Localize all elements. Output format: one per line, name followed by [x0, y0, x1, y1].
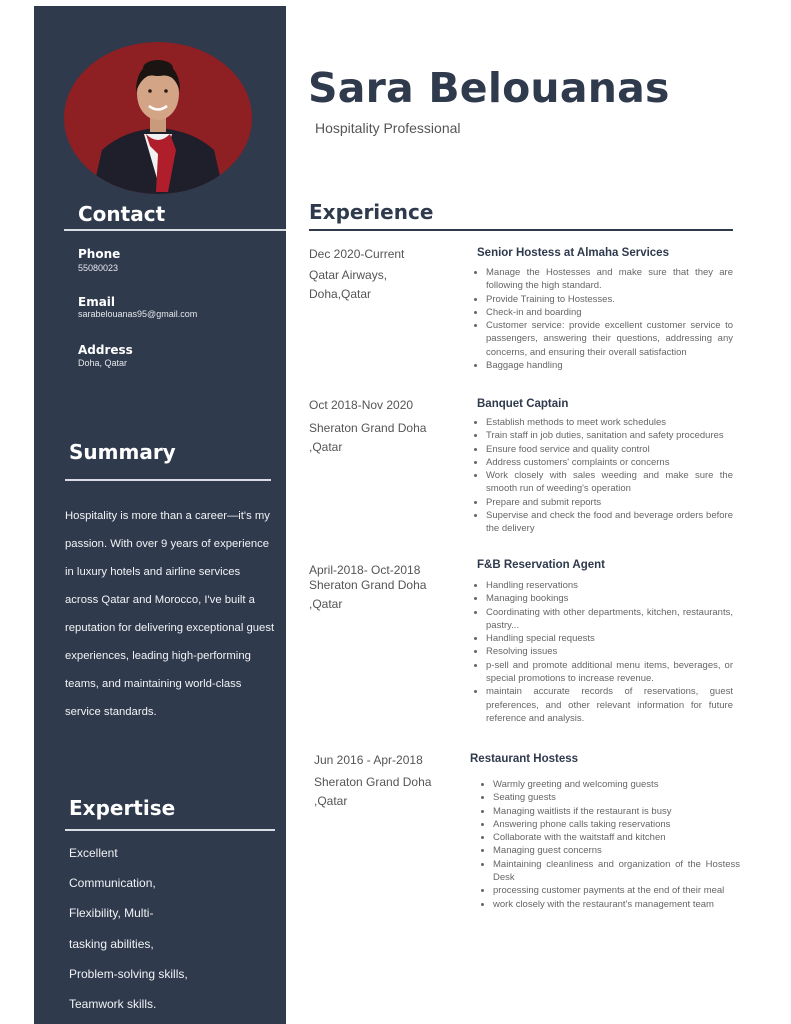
expertise-line: tasking abilities, — [69, 936, 154, 951]
duty-item: • Resolving issues — [486, 645, 733, 658]
job-date: Jun 2016 - Apr-2018 — [314, 753, 423, 767]
summary-heading: Summary — [69, 440, 176, 464]
expertise-line: Excellent — [69, 846, 118, 860]
job-employer: Qatar Airways, Doha,Qatar — [309, 268, 388, 301]
expertise-divider — [65, 829, 275, 831]
experience-heading: Experience — [309, 200, 434, 224]
duty-item: • p-sell and promote additional menu items, beverages, or special promotions to increase revenue. — [486, 659, 733, 686]
expertise-line: Communication, — [69, 876, 156, 891]
job-employer: Sheraton Grand Doha ,Qatar — [309, 578, 427, 611]
profile-photo — [64, 42, 252, 194]
phone-value: 55080023 — [78, 263, 119, 273]
duty-item: • Collaborate with the waitstaff and kitchen — [493, 831, 740, 844]
duty-item: • Seating guests — [493, 791, 740, 804]
duty-item: • Managing waitlists if the restaurant is busy — [493, 805, 740, 818]
phone-label: Phone — [78, 247, 121, 261]
job-date: April-2018- Oct-2018 — [309, 563, 421, 577]
sidebar — [34, 6, 286, 1024]
experience-divider — [309, 229, 733, 231]
job-employer: Sheraton Grand Doha ,Qatar — [314, 775, 432, 808]
duty-item: • maintain accurate records of reservations, guest preferences, and other relevant information for future reference and analysis. — [486, 685, 733, 725]
duty-item: • Baggage handling — [486, 359, 733, 372]
duty-item: • Handling special requests — [486, 632, 733, 645]
duty-item: • Managing bookings — [486, 592, 733, 605]
job-title: Banquet Captain — [477, 398, 569, 410]
job-employer: Sheraton Grand Doha ,Qatar — [309, 421, 427, 454]
duty-item: • Establish methods to meet work schedules — [486, 416, 733, 429]
address-value: Doha, Qatar — [78, 358, 128, 368]
duty-item: • Managing guest concerns — [493, 844, 740, 857]
duty-item: • Address customers' complaints or concerns — [486, 456, 733, 469]
job-duties — [472, 579, 733, 725]
expertise-line: Teamwork skills. — [69, 996, 157, 1011]
contact-heading: Contact — [78, 202, 166, 226]
job-title: F&B Reservation Agent — [477, 559, 606, 571]
address-label: Address — [78, 343, 133, 357]
duty-item: • Check-in and boarding — [486, 306, 733, 319]
summary-divider — [65, 479, 271, 481]
job-title: Restaurant Hostess — [470, 753, 579, 765]
duty-item: • Provide Training to Hostesses. — [486, 293, 733, 306]
duty-item: • work closely with the restaurant's management team — [493, 898, 740, 911]
expertise-line: Problem-solving skills, — [69, 966, 188, 981]
duty-item: • Answering phone calls taking reservations — [493, 818, 740, 831]
job-title: Senior Hostess at Almaha Services — [477, 247, 669, 259]
expertise-list — [69, 838, 269, 1019]
duty-item: • Customer service: provide excellent customer service to passengers, answering their questions, addressing any concerns, and ensuring their overall satisfaction — [486, 319, 733, 359]
duty-item: • Supervise and check the food and beverage orders before the delivery — [486, 509, 733, 536]
email-value: sarabelouanas95@gmail.com — [78, 309, 198, 319]
duty-item: • Warmly greeting and welcoming guests — [493, 778, 740, 791]
job-duties — [472, 416, 733, 536]
expertise-heading: Expertise — [69, 796, 176, 820]
duty-item: • Maintaining cleanliness and organization of the Hostess Desk — [493, 858, 740, 885]
duty-item: • processing customer payments at the end of their meal — [493, 884, 740, 897]
duty-item: • Handling reservations — [486, 579, 733, 592]
candidate-title: Hospitality Professional — [315, 120, 461, 136]
contact-divider — [64, 229, 286, 231]
email-label: Email — [78, 295, 116, 309]
job-duties — [479, 778, 740, 911]
duty-item: • Prepare and submit reports — [486, 496, 733, 509]
expertise-line: Flexibility, Multi- — [69, 906, 154, 921]
candidate-name: Sara Belouanas — [308, 64, 670, 112]
duty-item: • Work closely with sales weeding and make sure the smooth run of weeding's operation — [486, 469, 733, 496]
duty-item: • Ensure food service and quality control — [486, 443, 733, 456]
job-date: Oct 2018-Nov 2020 — [309, 398, 414, 412]
duty-item: • Train staff in job duties, sanitation and safety procedures — [486, 429, 733, 442]
job-date: Dec 2020-Current — [309, 247, 405, 261]
summary-text: Hospitality is more than a career—it's my passion. With over 9 years of experience in luxury hotels and airline services across Qatar and Morocco, I've built a reputation for delivering exceptional guest experiences, leading high-performing teams, and maintaining world-class service standards. — [65, 510, 275, 718]
job-duties — [472, 266, 733, 372]
duty-item: • Manage the Hostesses and make sure that they are following the high standard. — [486, 266, 733, 293]
duty-item: • Coordinating with other departments, kitchen, restaurants, pastry... — [486, 606, 733, 633]
